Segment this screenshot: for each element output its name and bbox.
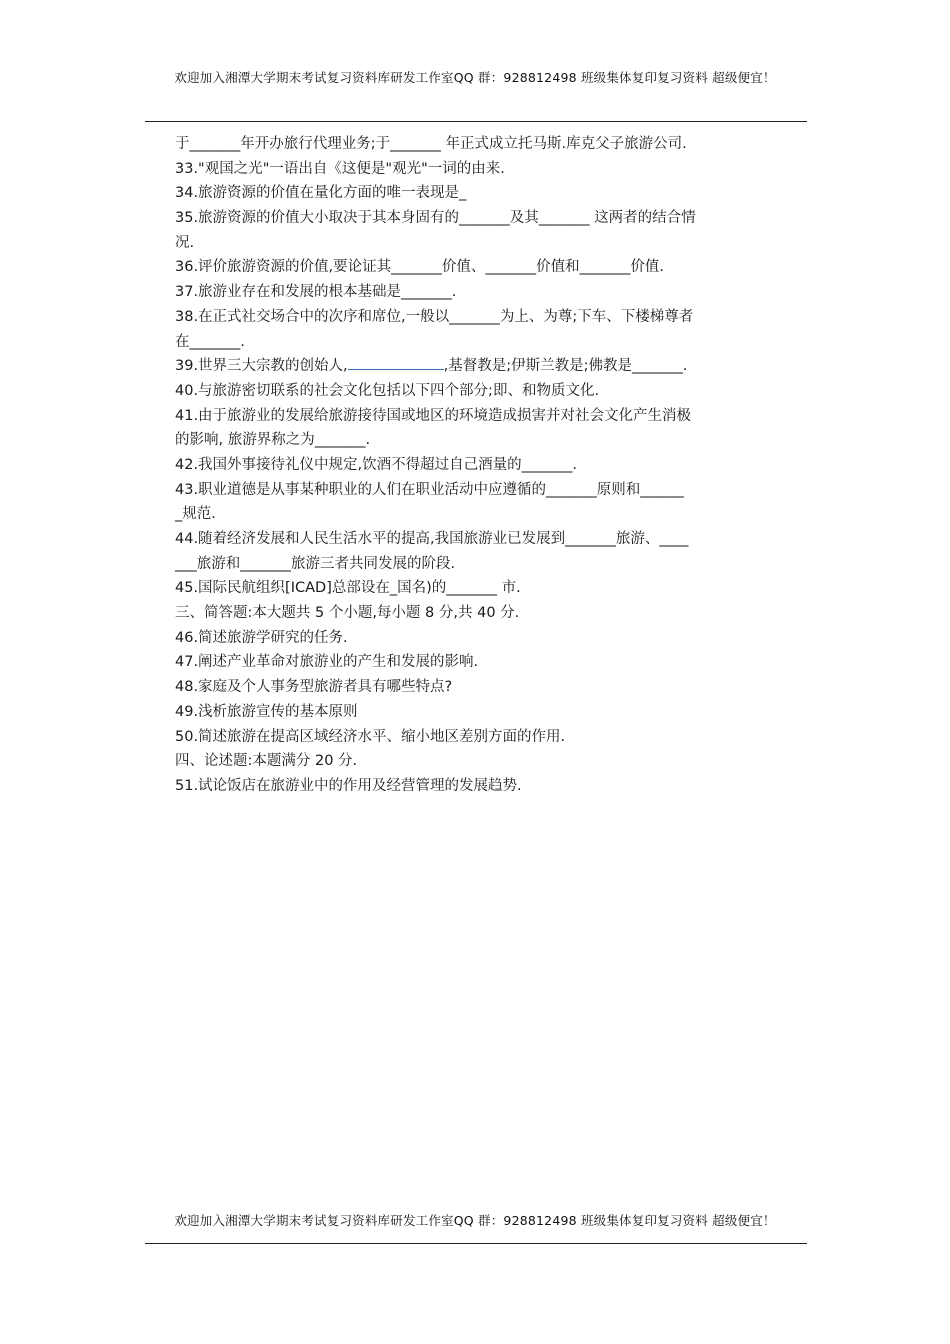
question-48: 48.家庭及个人事务型旅游者具有哪些特点?	[175, 679, 453, 696]
section-heading-4: 四、论述题:本题满分 20 分.	[175, 753, 358, 770]
question-37: 37.旅游业存在和发展的根本基础是_______.	[175, 284, 457, 301]
question-35-cont: 况.	[175, 234, 195, 251]
question-39-text: 39.世界三大宗教的创始人,	[175, 358, 348, 375]
question-line: 于_______年开办旅行代理业务;于_______ 年正式成立托马斯.库克父子旅游公司.	[175, 136, 687, 152]
question-49: 49.浅析旅游宣传的基本原则	[175, 703, 358, 720]
question-43: 43.职业道德是从事某种职业的人们在职业活动中应遵循的_______原则和______	[175, 481, 684, 498]
question-41-cont: 的影响, 旅游界称之为_______.	[175, 432, 371, 449]
question-33: 33."观国之光"一语出自《这便是"观光"一词的由来.	[175, 160, 505, 177]
question-34: 34.旅游资源的价值在量化方面的唯一表现是_	[175, 185, 467, 202]
page-footer: 欢迎加入湘潭大学期末考试复习资料库研发工作室QQ 群：928812498 班级集体复印复习资料 超级便宜！	[174, 1213, 776, 1228]
question-40: 40.与旅游密切联系的社会文化包括以下四个部分;即、和物质文化.	[175, 382, 600, 399]
question-46: 46.简述旅游学研究的任务.	[175, 629, 348, 646]
page-header: 欢迎加入湘潭大学期末考试复习资料库研发工作室QQ 群：928812498 班级集体复印复习资料 超级便宜！	[174, 70, 776, 85]
question-41: 41.由于旅游业的发展给旅游接待国或地区的环境造成损害并对社会文化产生消极	[175, 407, 692, 424]
footer-rule	[145, 1243, 807, 1244]
question-list	[175, 132, 807, 799]
question-38-cont: 在_______.	[175, 333, 245, 350]
question-45: 45.国际民航组织[ICAD]总部设在_国名)的_______ 市.	[175, 580, 521, 597]
question-43-cont: _规范.	[175, 506, 216, 523]
section-heading-3: 三、简答题:本大题共 5 个小题,每小题 8 分,共 40 分.	[175, 605, 520, 622]
question-39-tail: ,基督教是;伊斯兰教是;佛教是_______.	[443, 358, 688, 375]
question-38: 38.在正式社交场合中的次序和席位,一般以_______为上、为尊;下车、下楼梯尊者	[175, 308, 694, 325]
question-35: 35.旅游资源的价值大小取决于其本身固有的_______及其_______ 这两者的结合情	[175, 210, 696, 227]
question-36: 36.评价旅游资源的价值,要论证其_______价值、_______价值和_______价值.	[175, 259, 665, 276]
question-42: 42.我国外事接待礼仪中规定,饮酒不得超过自己酒量的_______.	[175, 456, 578, 473]
header-rule	[145, 121, 807, 122]
question-44-cont: ___旅游和_______旅游三者共同发展的阶段.	[175, 555, 456, 572]
question-50: 50.简述旅游在提高区域经济水平、缩小地区差别方面的作用.	[175, 728, 566, 745]
question-51: 51.试论饭店在旅游业中的作用及经营管理的发展趋势.	[175, 777, 522, 794]
question-47: 47.阐述产业革命对旅游业的产生和发展的影响.	[175, 654, 479, 671]
answer-blank	[348, 354, 444, 370]
question-39	[175, 354, 807, 379]
question-44: 44.随着经济发展和人民生活水平的提高,我国旅游业已发展到_______旅游、____	[175, 531, 689, 547]
